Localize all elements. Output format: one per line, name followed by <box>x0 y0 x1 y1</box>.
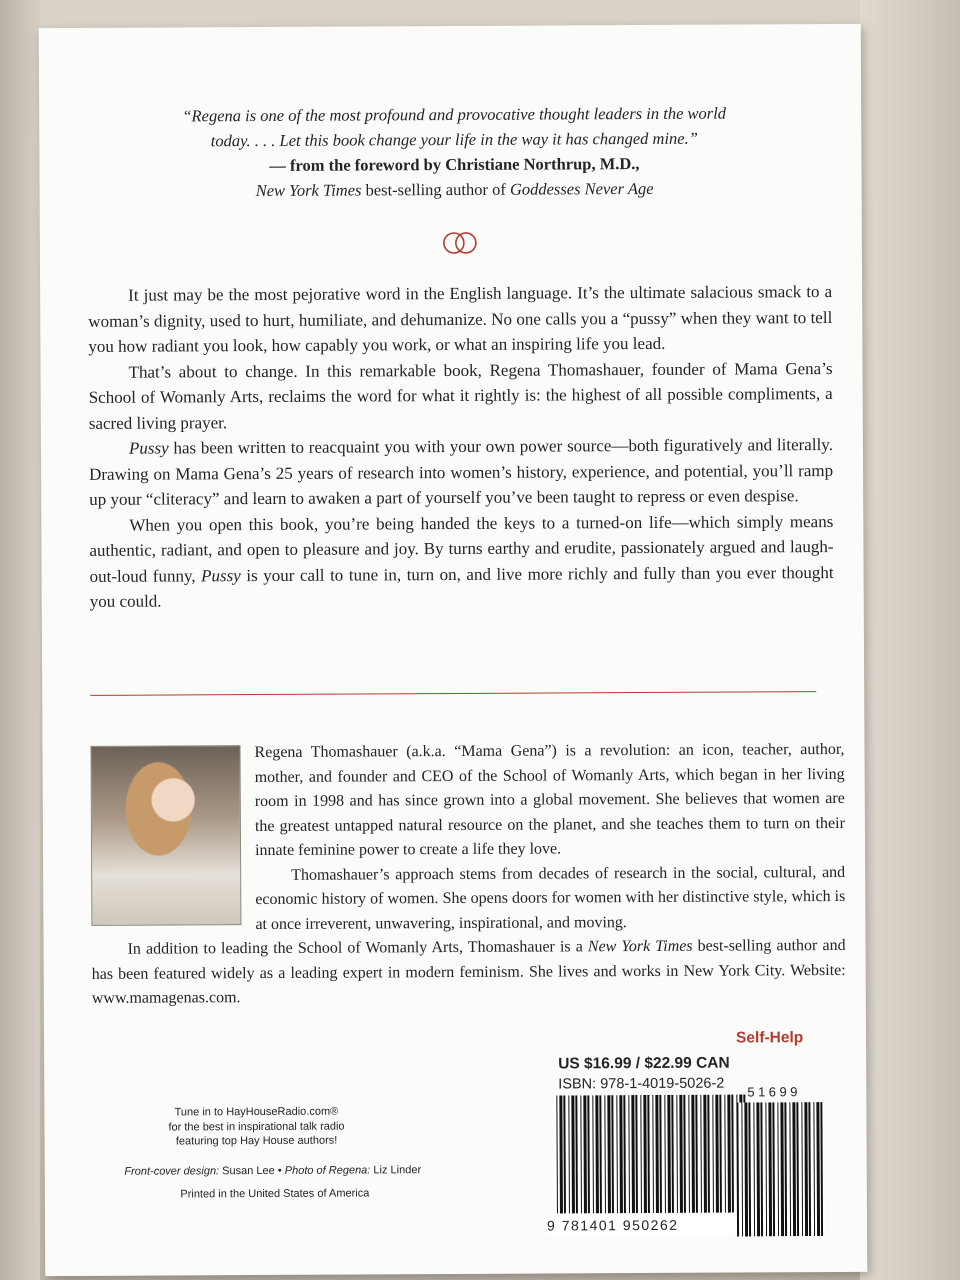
isbn-barcode <box>554 1094 749 1235</box>
barcode-bar <box>753 1102 755 1236</box>
price-addon-digits: 51699 <box>747 1084 802 1100</box>
photo-credit-label: Photo of Regena: <box>284 1164 371 1177</box>
barcode-bar <box>595 1095 599 1213</box>
barcode-bar <box>623 1095 626 1213</box>
barcode-bar <box>652 1095 654 1213</box>
barcode-bar <box>772 1102 775 1236</box>
description-paragraph-4 <box>89 509 834 615</box>
price-label: US $16.99 / $22.99 CAN <box>558 1054 730 1073</box>
blurb-credit <box>110 175 800 204</box>
barcode-bar <box>741 1102 743 1236</box>
barcode-bar <box>756 1102 760 1236</box>
barcode-bar <box>703 1095 707 1213</box>
radio-line-2: for the best in inspirational talk radio <box>168 1120 345 1133</box>
barcode-bar <box>563 1095 566 1213</box>
barcode-bar <box>643 1095 647 1213</box>
barcode-bar <box>635 1095 638 1213</box>
cover-design-label: Front-cover design: <box>124 1165 220 1178</box>
isbn-barcode-bars <box>554 1094 749 1235</box>
barcode-bar <box>619 1095 623 1213</box>
barcode-bar <box>671 1095 674 1213</box>
barcode-bar <box>727 1095 731 1213</box>
barcode-bar <box>707 1095 710 1213</box>
barcode-bar <box>583 1095 587 1213</box>
barcode-bar <box>655 1095 659 1213</box>
barcode-bar <box>768 1102 772 1236</box>
blurb-credit-publication: New York Times <box>255 180 362 201</box>
barcode-bar <box>556 1095 558 1213</box>
barcode-bar <box>691 1095 695 1213</box>
barcode-bar <box>664 1095 666 1213</box>
description-paragraph-3-text: has been written to reacquaint you with your own power source—both figuratively and literally. Drawing on Mama Gena’s 25 years of research into women’s history, experience, and potential, you’ll ramp up your “cliteracy” and learn to awaken a part of yourself you’ve been taught to repress or even despise. <box>89 435 834 509</box>
photo-credit-name: Liz Linder <box>370 1164 422 1177</box>
barcode-bar <box>784 1102 787 1236</box>
barcode-bar <box>736 1103 739 1237</box>
barcode-bar <box>760 1102 763 1236</box>
book-back-cover <box>39 24 868 1276</box>
blurb-credit-middle: best-selling author of <box>361 179 510 200</box>
price-addon-barcode-bars <box>734 1102 825 1236</box>
radio-line-1: Tune in to HayHouseRadio.com® <box>174 1105 339 1119</box>
barcode-bar <box>695 1095 698 1213</box>
barcode-bar <box>792 1102 796 1236</box>
printed-in-note: Printed in the United States of America <box>180 1187 370 1201</box>
section-divider <box>90 691 816 696</box>
barcode-bar <box>604 1095 606 1213</box>
foreword-blurb <box>109 100 800 204</box>
author-bio <box>90 738 845 1011</box>
barcode-bar <box>640 1095 642 1213</box>
barcode-bar <box>700 1095 702 1213</box>
barcode-bar <box>631 1095 635 1213</box>
barcode-bar <box>628 1095 630 1213</box>
barcode-bar <box>796 1102 799 1236</box>
blurb-attribution: — from the foreword by Christiane Northrup, M.D., <box>269 154 640 175</box>
book-description <box>88 279 834 614</box>
bio-paragraph-3 <box>92 934 846 1011</box>
barcode-bar <box>816 1102 820 1236</box>
cover-design-name: Susan Lee • <box>219 1164 285 1178</box>
description-book-title-2: Pussy <box>201 565 241 585</box>
barcode-bar <box>616 1095 618 1213</box>
description-book-title: Pussy <box>128 438 169 458</box>
description-paragraph-1: It just may be the most pejorative word in the English language. It’s the ultimate salacious smack to a woman’s dignity, used to hurt, humiliate, and dehumanize. No one calls you a “pussy” when they want to tell you how radiant you look, how capably you work, or what an inspiring life you lead. <box>88 282 833 356</box>
blurb-credit-book-title: Goddesses Never Age <box>509 178 654 199</box>
barcode-bar <box>804 1102 808 1236</box>
barcode-bar <box>719 1095 722 1213</box>
barcode-bar <box>688 1095 690 1213</box>
price-addon-barcode <box>734 1102 825 1236</box>
interlocking-rings-ornament <box>435 229 485 257</box>
design-credits <box>123 1163 423 1179</box>
barcode-bar <box>587 1095 590 1213</box>
category-label: Self-Help <box>735 1029 804 1047</box>
barcode-bar <box>575 1095 578 1213</box>
description-paragraph-4-start: When you open this book, you’re being handed the keys to a turned-on life—which simply means authentic, radiant, and open to pleasure and joy. By turns earthy and erudite, passionately argued and laugh-out-loud funny, <box>89 511 834 586</box>
barcode-bar <box>676 1095 678 1213</box>
description-paragraph-4-end: is your call to tune in, turn on, and live more richly and fully than you ever thought you could. <box>89 562 834 611</box>
barcode-bar <box>571 1095 575 1213</box>
barcode-bar <box>820 1102 823 1236</box>
barcode-bar <box>801 1102 803 1236</box>
author-bio-wrapped <box>254 738 845 937</box>
bio-paragraph-3-end: best-selling author and has been featured widely as a leading expert in modern feminism. She lives and works in New York City. Website: www.mamagenas.com. <box>91 936 846 1007</box>
blurb-quote-line-1: “Regena is one of the most profound and provocative thought leaders in the world <box>182 103 727 126</box>
barcode-bar <box>813 1102 815 1236</box>
isbn-label: ISBN: 978-1-4019-5026-2 <box>558 1075 725 1093</box>
isbn-barcode-digits: 9 781401 950262 <box>546 1216 679 1234</box>
barcode-bar <box>568 1095 570 1213</box>
barcode-bar <box>808 1102 811 1236</box>
radio-line-3: featuring top Hay House authors! <box>175 1134 338 1148</box>
barcode-bar <box>683 1095 686 1213</box>
barcode-bar <box>748 1102 751 1236</box>
barcode-bar <box>765 1102 767 1236</box>
bio-paragraph-1: Regena Thomashauer (a.k.a. “Mama Gena”) is a revolution: an icon, teacher, author, mother, and founder and CEO of the School of Womanly Arts, which began in her living room in 1998 and has since grown into a global movement. She believes that women are the greatest untapped natural resource on the planet, and she teaches them to turn on their innate feminine power to create a life they love. <box>254 740 845 860</box>
barcode-bar <box>659 1095 662 1213</box>
blurb-quote-line-2: today. . . . Let this book change your life in the way it has changed mine.” <box>210 128 698 151</box>
barcode-bar <box>592 1095 594 1213</box>
bio-paragraph-2: Thomashauer’s approach stems from decades of research in the social, cultural, and economic history of women. She opens doors for women with her distinctive style, which is at once irreverent, unwavering, inspirational, and moving. <box>255 863 846 933</box>
background-fabric-left <box>0 0 40 1280</box>
barcode-bar <box>667 1095 671 1213</box>
background-fabric-right <box>860 0 960 1280</box>
barcode-bar <box>580 1095 582 1213</box>
barcode-bar <box>789 1102 791 1236</box>
barcode-bar <box>611 1095 614 1213</box>
barcode-bar <box>647 1095 650 1213</box>
barcode-bar <box>744 1102 748 1236</box>
barcode-bar <box>712 1095 714 1213</box>
description-paragraph-2: That’s about to change. In this remarkable book, Regena Thomashauer, founder of Mama Gena’s School of Womanly Arts, reclaims the word for what it rightly is: the highest of all possible compliments, a sacred living prayer. <box>88 358 833 433</box>
barcode-bar <box>780 1102 784 1236</box>
barcode-bar <box>715 1095 719 1213</box>
barcode-bar <box>724 1095 726 1213</box>
barcode-bar <box>679 1095 683 1213</box>
bio-paragraph-3-start: In addition to leading the School of Womanly Arts, Thomashauer is a <box>127 938 588 958</box>
barcode-bar <box>559 1095 563 1213</box>
barcode-bar <box>599 1095 602 1213</box>
bio-publication: New York Times <box>587 937 693 956</box>
barcode-bar <box>607 1095 611 1213</box>
barcode-bar <box>777 1102 779 1236</box>
description-paragraph-3 <box>89 432 833 512</box>
hay-house-radio-note <box>126 1104 386 1149</box>
